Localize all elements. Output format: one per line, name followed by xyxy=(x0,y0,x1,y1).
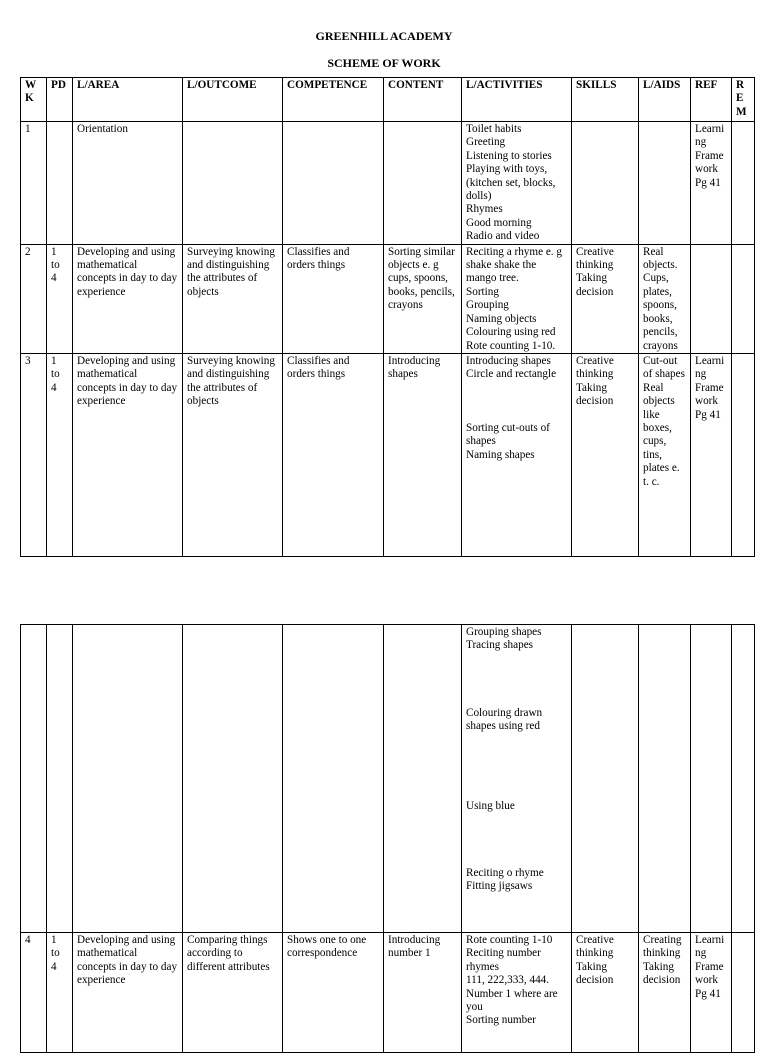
col-header-pd: PD xyxy=(47,78,73,122)
table-row xyxy=(21,122,755,245)
cell-pd: 1 to 4 xyxy=(47,933,73,1053)
scheme-table xyxy=(20,77,755,557)
cell-wk: 4 xyxy=(21,933,47,1053)
cell-laids: Cut-out of shapes Real objects like boxes, cups, tins, plates e. t. c. xyxy=(639,353,691,556)
cell-wk xyxy=(21,625,47,933)
cell-wk: 3 xyxy=(21,353,47,556)
table-row xyxy=(21,244,755,353)
col-header-content: CONTENT xyxy=(384,78,462,122)
cell-loutcome xyxy=(183,625,283,933)
cell-wk: 2 xyxy=(21,244,47,353)
activities-text: Colouring drawn shapes using red xyxy=(466,706,543,733)
table-row xyxy=(21,353,755,556)
cell-ref: Learni ng Frame work Pg 41 xyxy=(691,122,732,245)
cell-loutcome xyxy=(183,122,283,245)
cell-ref: Learni ng Frame work Pg 41 xyxy=(691,353,732,556)
cell-competence xyxy=(283,625,384,933)
cell-content xyxy=(384,122,462,245)
cell-ref xyxy=(691,625,732,933)
cell-competence: Classifies and orders things xyxy=(283,353,384,556)
col-header-rem: R E M xyxy=(732,78,755,122)
table-row xyxy=(21,625,755,933)
activities-text: Grouping shapes Tracing shapes xyxy=(466,626,542,652)
cell-skills xyxy=(572,122,639,245)
cell-lactivities xyxy=(462,625,572,933)
cell-larea: Developing and using mathematical concepts in day to day experience xyxy=(73,353,183,556)
cell-laids xyxy=(639,122,691,245)
activities-text: Reciting o rhyme Fitting jigsaws xyxy=(466,867,544,893)
col-header-wk: W K xyxy=(21,78,47,122)
cell-pd: 1 to 4 xyxy=(47,353,73,556)
col-header-skills: SKILLS xyxy=(572,78,639,122)
cell-larea: Developing and using mathematical concepts in day to day experience xyxy=(73,933,183,1053)
cell-lactivities xyxy=(462,353,572,556)
col-header-ref: REF xyxy=(691,78,732,122)
cell-loutcome: Surveying knowing and distinguishing the attributes of objects xyxy=(183,353,283,556)
header-row xyxy=(21,78,755,122)
cell-skills: Creative thinking Taking decision xyxy=(572,933,639,1053)
cell-skills: Creative thinking Taking decision xyxy=(572,244,639,353)
cell-larea: Developing and using mathematical concepts in day to day experience xyxy=(73,244,183,353)
col-header-competence: COMPETENCE xyxy=(283,78,384,122)
cell-content: Introducing shapes xyxy=(384,353,462,556)
cell-pd xyxy=(47,625,73,933)
scheme-table-continued xyxy=(20,624,755,1053)
cell-loutcome: Surveying knowing and distinguishing the attributes of objects xyxy=(183,244,283,353)
activities-text: Sorting cut-outs of shapes Naming shapes xyxy=(466,421,550,461)
cell-competence: Shows one to one correspondence xyxy=(283,933,384,1053)
document-title: SCHEME OF WORK xyxy=(327,56,441,70)
cell-larea: Orientation xyxy=(73,122,183,245)
col-header-lactivities: L/ACTIVITIES xyxy=(462,78,572,122)
cell-ref xyxy=(691,244,732,353)
cell-rem xyxy=(732,122,755,245)
cell-competence: Classifies and orders things xyxy=(283,244,384,353)
cell-ref: Learni ng Frame work Pg 41 xyxy=(691,933,732,1053)
cell-competence xyxy=(283,122,384,245)
col-header-laids: L/AIDS xyxy=(639,78,691,122)
col-header-loutcome: L/OUTCOME xyxy=(183,78,283,122)
activities-text: Using blue xyxy=(466,799,515,812)
cell-lactivities: Reciting a rhyme e. g shake shake the mango tree. Sorting Grouping Naming objects Colouring using red Rote counting 1-10. xyxy=(462,244,572,353)
cell-content: Sorting similar objects e. g cups, spoons, books, pencils, crayons xyxy=(384,244,462,353)
cell-laids xyxy=(639,625,691,933)
cell-rem xyxy=(732,353,755,556)
activities-text: Introducing shapes Circle and rectangle xyxy=(466,354,557,381)
cell-content xyxy=(384,625,462,933)
cell-skills: Creative thinking Taking decision xyxy=(572,353,639,556)
cell-rem xyxy=(732,244,755,353)
table-row xyxy=(21,933,755,1053)
cell-wk: 1 xyxy=(21,122,47,245)
cell-loutcome: Comparing things according to different attributes xyxy=(183,933,283,1053)
cell-rem xyxy=(732,625,755,933)
cell-larea xyxy=(73,625,183,933)
cell-rem xyxy=(732,933,755,1053)
cell-laids: Real objects. Cups, plates, spoons, books, pencils, crayons xyxy=(639,244,691,353)
cell-lactivities: Toilet habits Greeting Listening to stories Playing with toys, (kitchen set, blocks, dolls) Rhymes Good morning Radio and video xyxy=(462,122,572,245)
cell-laids: Creating thinking Taking decision xyxy=(639,933,691,1053)
col-header-larea: L/AREA xyxy=(73,78,183,122)
school-name: GREENHILL ACADEMY xyxy=(315,29,453,43)
cell-pd xyxy=(47,122,73,245)
cell-pd: 1 to 4 xyxy=(47,244,73,353)
cell-lactivities: Rote counting 1-10 Reciting number rhymes 111, 222,333, 444. Number 1 where are you Sorting number xyxy=(462,933,572,1053)
cell-content: Introducing number 1 xyxy=(384,933,462,1053)
cell-skills xyxy=(572,625,639,933)
